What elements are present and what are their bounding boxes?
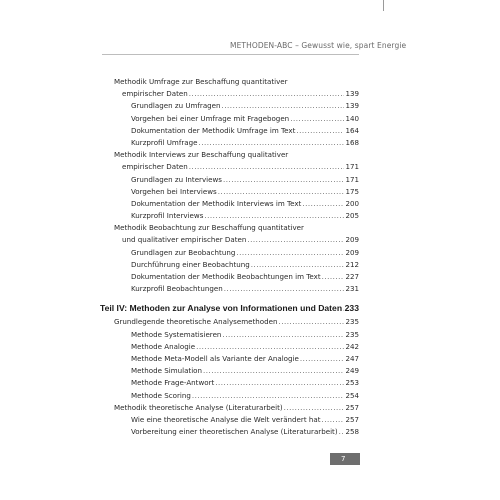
toc-entry[interactable] [114,100,359,112]
toc-entry-title: Methode Meta-Modell als Variante der Analogie [131,353,299,363]
toc-leader-dots [222,100,345,112]
toc-entry[interactable] [114,125,359,137]
toc-page-number: 257 [345,402,359,412]
toc-leader-dots [300,353,345,365]
toc-entry[interactable] [114,149,359,161]
toc-entry[interactable] [114,222,359,234]
toc-leader-dots [284,402,345,414]
toc-page-number: 171 [345,162,359,172]
toc-page-number: 212 [345,259,359,269]
toc-entry-title: Methode Systematisieren [131,329,222,339]
toc-page-number: 235 [345,329,359,339]
toc-leader-dots [215,377,344,389]
toc-leader-dots [322,271,345,283]
toc-entry[interactable] [114,390,359,402]
toc-entry-title: Dokumentation der Methodik Interviews im Text [131,198,302,208]
toc-leader-dots [339,426,345,438]
page-number: 7 [341,455,346,463]
toc-entry[interactable] [114,137,359,149]
header-rule [102,54,359,55]
toc-page-number: 231 [345,284,359,294]
toc-entry-title: Grundlegende theoretische Analysemethoden [114,317,278,327]
toc-leader-dots [236,247,344,259]
toc-page-number: 168 [345,137,359,147]
toc-page-number: 235 [345,317,359,327]
toc-entry[interactable] [114,210,359,222]
toc-entry-title: Dokumentation der Methodik Beobachtungen im Text [131,272,321,281]
toc-entry[interactable] [114,365,359,377]
toc-entry-title: Vorbereitung einer theoretischen Analyse (Literaturarbeit) [131,427,338,437]
toc-leader-dots [302,198,344,210]
toc-page-number: 175 [345,186,359,196]
toc-entry-title: Methode Analogie [131,341,196,351]
toc-entry[interactable] [114,316,359,328]
toc-entry[interactable] [114,377,359,389]
toc-entry-title: Methodik Interviews zur Beschaffung qualitativer [114,150,289,160]
crop-mark [383,0,384,11]
toc-page-number: 227 [345,272,359,281]
toc-part-heading[interactable] [100,301,359,315]
toc-entry-title: Methodik Beobachtung zur Beschaffung quantitativer [114,223,304,233]
toc-leader-dots [218,186,345,198]
toc-page-number: 233 [344,303,359,314]
toc-page-number: 139 [345,89,359,99]
toc-entry[interactable] [114,247,359,259]
toc-entry[interactable] [114,88,359,100]
toc-entry[interactable] [114,414,359,426]
running-header: METHODEN-ABC – Gewusst wie, spart Energie [230,41,407,50]
toc-page-number: 257 [345,414,359,424]
toc-entry-title: Grundlagen zu Umfragen [131,101,221,111]
toc-entry-title: Kurzprofil Beobachtungen [131,284,223,294]
table-of-contents [100,76,359,438]
toc-page-number: 209 [345,247,359,257]
toc-entry-title: Teil IV: Methoden zur Analyse von Informationen und Daten [100,303,343,314]
toc-entry[interactable] [114,341,359,353]
toc-entry-title: Methode Frage-Antwort [131,378,215,388]
toc-leader-dots [224,283,345,295]
toc-entry[interactable] [114,113,359,125]
toc-page-number: 258 [345,427,359,437]
toc-entry-title: Vorgehen bei Interviews [131,186,217,196]
toc-page-number: 242 [345,341,359,351]
toc-leader-dots [247,234,344,246]
toc-entry[interactable] [114,174,359,186]
toc-entry-title: Kurzprofil Interviews [131,211,204,221]
toc-leader-dots [296,125,344,137]
toc-leader-dots [278,316,344,328]
toc-leader-dots [222,329,344,341]
toc-entry-title: Grundlagen zu Interviews [131,174,222,184]
toc-entry[interactable] [114,186,359,198]
toc-leader-dots [189,161,345,173]
toc-page-number: 140 [345,113,359,123]
toc-leader-dots [192,390,345,402]
toc-leader-dots [290,113,344,125]
toc-page-number: 164 [345,125,359,135]
toc-entry-title: Wie eine theoretische Analyse die Welt verändert hat [131,414,321,424]
toc-entry-title: empirischer Daten [122,89,188,99]
toc-leader-dots [189,88,345,100]
toc-entry-title: Vorgehen bei einer Umfrage mit Fragebogen [131,113,290,123]
toc-entry[interactable] [114,426,359,438]
toc-entry-title: Methodik Umfrage zur Beschaffung quantitativer [114,77,288,86]
toc-page-number: 253 [345,378,359,388]
toc-entry-title: Methodik theoretische Analyse (Literaturarbeit) [114,402,283,412]
toc-entry-title: Durchführung einer Beobachtung [131,259,250,269]
toc-entry[interactable] [114,353,359,365]
toc-page-number: 205 [345,211,359,221]
toc-leader-dots [196,341,344,353]
toc-entry-title: Methode Scoring [131,390,191,400]
toc-page-number: 171 [345,174,359,184]
toc-entry[interactable] [114,161,359,173]
toc-page-number: 209 [345,235,359,245]
toc-entry-title: Methode Simulation [131,366,203,376]
toc-page-number: 139 [345,101,359,111]
toc-entry[interactable] [114,402,359,414]
toc-entry[interactable] [114,198,359,210]
toc-leader-dots [223,174,344,186]
toc-entry[interactable] [114,271,359,283]
toc-leader-dots [203,365,344,377]
toc-entry-title: Kurzprofil Umfrage [131,137,198,147]
toc-entry-title: Grundlagen zur Beobachtung [131,247,236,257]
toc-page-number: 247 [345,353,359,363]
toc-leader-dots [204,210,344,222]
toc-entry-title: Dokumentation der Methodik Umfrage im Text [131,125,296,135]
toc-page-number: 254 [345,390,359,400]
toc-entry[interactable] [114,259,359,271]
toc-page-number: 249 [345,366,359,376]
toc-leader-dots [251,259,345,271]
toc-leader-dots [321,414,344,426]
toc-leader-dots [343,301,344,315]
toc-entry-title: empirischer Daten [122,162,188,172]
toc-page-number: 200 [345,198,359,208]
toc-entry[interactable] [114,234,359,246]
toc-entry[interactable] [114,76,359,88]
toc-leader-dots [198,137,344,149]
toc-entry[interactable] [114,283,359,295]
toc-entry[interactable] [114,329,359,341]
toc-entry-title: und qualitativer empirischer Daten [122,235,247,245]
